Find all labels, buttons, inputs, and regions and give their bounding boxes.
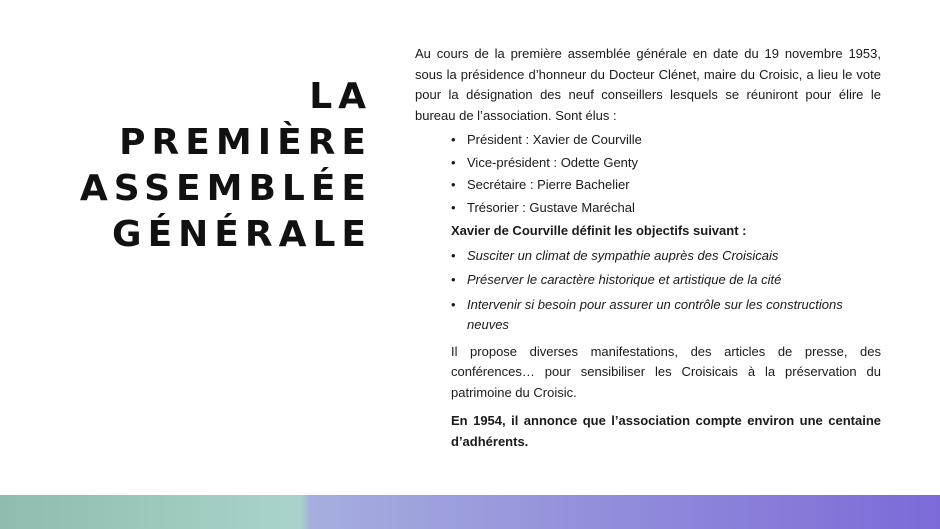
proposal-paragraph: Il propose diverses manifestations, des articles de presse, des conférences… pour sensibiliser les Croisicais à la préservation du patrimoine du Croisic.	[451, 343, 881, 400]
slide-title	[60, 74, 372, 258]
objectives-heading: Xavier de Courville définit les objectifs suivant :	[451, 223, 747, 238]
conclusion-paragraph: En 1954, il annonce que l’association compte environ une centaine d’adhérents.	[451, 413, 881, 449]
footer-color-band	[0, 495, 940, 529]
list-item: • Secrétaire : Pierre Bachelier	[415, 175, 881, 196]
list-item: • Président : Xavier de Courville	[415, 130, 881, 151]
slide-body	[415, 44, 881, 452]
list-item: • Vice-président : Odette Genty	[415, 153, 881, 174]
elected-list	[415, 130, 881, 218]
list-item: • Trésorier : Gustave Maréchal	[415, 198, 881, 219]
title-line: ASSEMBLÉE	[79, 168, 372, 209]
list-item: • Susciter un climat de sympathie auprès des Croisicais	[415, 246, 881, 267]
title-line: GÉNÉRALE	[112, 214, 372, 255]
title-line: LA	[309, 76, 372, 117]
list-item: • Préserver le caractère historique et artistique de la cité	[415, 270, 881, 291]
objectives-list	[415, 246, 881, 336]
title-line: PREMIÈRE	[119, 122, 372, 163]
intro-paragraph: Au cours de la première assemblée générale en date du 19 novembre 1953, sous la présidence d’honneur du Docteur Clénet, maire du Croisic, a lieu le vote pour la désignation des neuf conseillers lesquels se réuniront pour élire le bureau de l’association. Sont élus :	[415, 46, 881, 123]
list-item: • Intervenir si besoin pour assurer un contrôle sur les constructions neuves	[415, 295, 881, 336]
